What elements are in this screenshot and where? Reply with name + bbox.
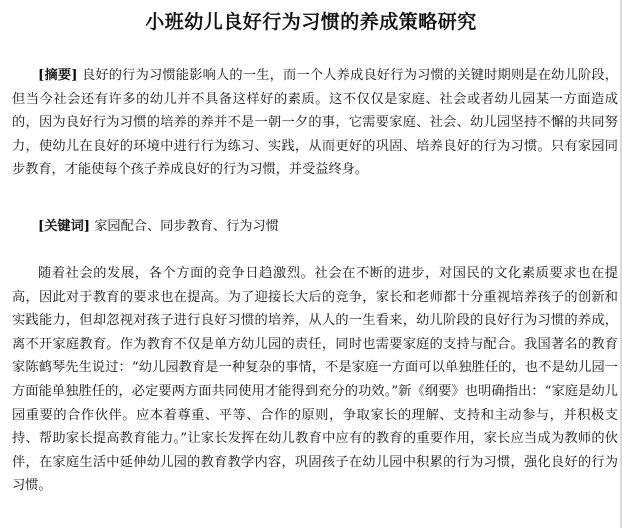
- abstract-label: [摘要]: [38, 68, 78, 83]
- document-title: 小班幼儿良好行为习惯的养成策略研究: [145, 11, 477, 33]
- keywords-text: 家园配合、同步教育、行为习惯: [94, 219, 279, 234]
- keywords-label: [关键词]: [38, 219, 91, 234]
- abstract-text: 良好的行为习惯能影响人的一生，而一个人养成良好行为习惯的关键时期则是在幼儿阶段，但当今社会还有许多的幼儿并不具备这样好的素质。这不仅仅是家庭、社会或者幼儿园某一方面造成的，因为良好行为习惯的培养的养并不是一朝一夕的事，它需要家庭、社会、幼儿园坚持不懈的共同努力，使幼儿在良好的环境中进行行为练习、实践，从而更好的巩固、培养良好的行为习惯。只有家园同步教育，才能使每个孩子养成良好的行为习惯，并受益终身。: [12, 68, 618, 178]
- abstract-paragraph: [12, 64, 618, 182]
- body-paragraph: [12, 262, 618, 498]
- body-text: 随着社会的发展，各个方面的竞争日趋激烈。社会在不断的进步，对国民的文化素质要求也在提高，因此对于教育的要求也在提高。为了迎接长大后的竞争，家长和老师都十分重视培养孩子的创新和实践能力，但却忽视对孩子进行良好习惯的培养，从人的一生看来，幼儿阶段的良好行为习惯的养成，离不开家庭教育。作为教育不仅是单方幼儿园的责任，同时也需要家庭的支持与配合。我国著名的教育家陈鹤琴先生说过：“幼儿园教育是一种复杂的事情，不是家庭一方面可以单独胜任的，也不是幼儿园一方面能单独胜任的，必定要两方面共同使用才能得到充分的功效。”新《纲要》也明确指出：“家庭是幼儿园重要的合作伙伴。应本着尊重、平等、合作的原则，争取家长的理解、支持和主动参与，并积极支持、帮助家长提高教育能力。”让家长发挥在幼儿教育中应有的教育的重要作用，家长应当成为教师的伙伴，在家庭生活中延伸幼儿园的教育教学内容，巩固孩子在幼儿园中积累的行为习惯，强化良好的行为习惯。: [12, 266, 618, 494]
- keywords-paragraph: [12, 215, 618, 239]
